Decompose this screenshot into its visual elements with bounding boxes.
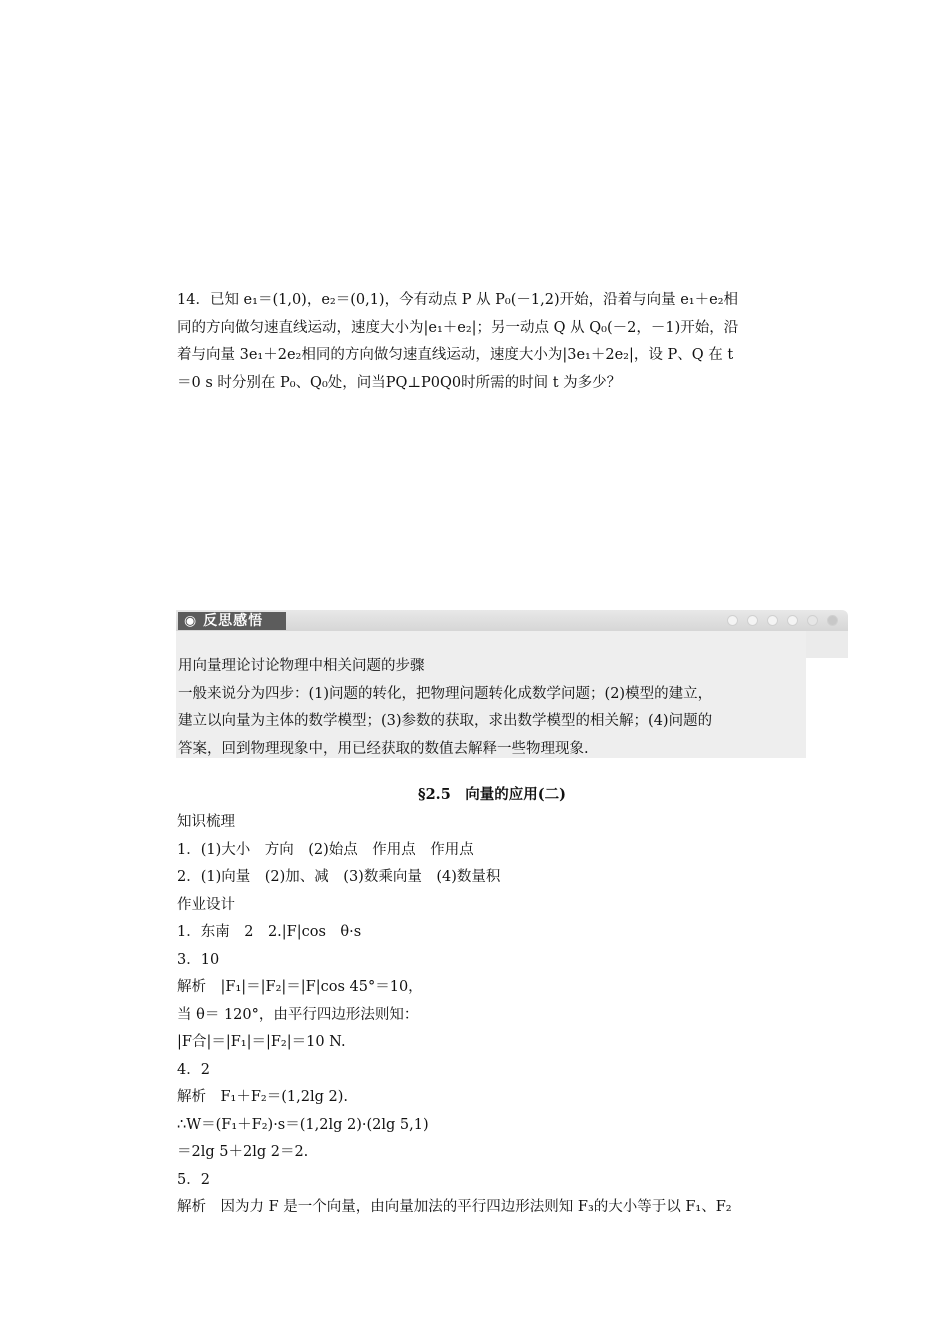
reflection-line: 建立以向量为主体的数学模型；(3)参数的获取，求出数学模型的相关解；(4)问题的 (178, 713, 713, 729)
answer-line: 5．2 (177, 1171, 210, 1188)
dot-icon (807, 615, 818, 626)
problem-14-line: 同的方向做匀速直线运动，速度大小为|e₁＋e₂|；另一动点 Q 从 Q₀(－2，－1)开始，沿 (177, 319, 739, 336)
answer-line: 解析 因为力 F 是一个向量，由向量加法的平行四边形法则知 F₃的大小等于以 F₁、F₂ (177, 1199, 732, 1215)
answer-line: 1．东南 2 2.|F|cos θ·s (177, 924, 362, 940)
answer-line: 当 θ＝ 120°，由平行四边形法则知： (177, 1006, 419, 1023)
answer-line: 解析 |F₁|＝|F₂|＝|F|cos 45°＝10， (177, 979, 423, 995)
problem-14-line: 着与向量 3e₁＋2e₂相同的方向做匀速直线运动，速度大小为|3e₁＋2e₂|，设 P、Q 在 t (177, 347, 734, 363)
reflection-box (176, 631, 806, 758)
banner-strip (176, 610, 848, 631)
answers-section (177, 809, 807, 1222)
answer-line: 4．2 (177, 1061, 210, 1078)
dot-icon (767, 615, 778, 626)
answer-line: 知识梳理 (177, 814, 235, 830)
banner-side-panel (806, 631, 848, 658)
dot-icon (827, 615, 838, 626)
answer-line: 3．10 (177, 951, 220, 968)
answer-line: ∴W＝(F₁＋F₂)·s＝(1,2lg 2)·(2lg 5,1) (177, 1116, 429, 1133)
answer-line: 2．(1)向量 (2)加、减 (3)数乘向量 (4)数量积 (177, 869, 501, 885)
reflection-line: 答案，回到物理现象中，用已经获取的数值去解释一些物理现象. (178, 740, 589, 757)
answer-line: 作业设计 (177, 896, 235, 913)
problem-14-line: 14．已知 e₁＝(1,0)，e₂＝(0,1)，今有动点 P 从 P₀(－1,2)开始，沿着与向量 e₁＋e₂相 (177, 292, 739, 308)
answer-line: 解析 F₁＋F₂＝(1,2lg 2). (177, 1089, 348, 1105)
reflection-text (178, 653, 712, 763)
problem-14 (177, 287, 807, 397)
answer-line: ＝2lg 5＋2lg 2＝2. (177, 1144, 309, 1160)
answer-line: |F合|＝|F₁|＝|F₂|＝10 N. (177, 1034, 346, 1050)
dot-icon (787, 615, 798, 626)
dot-icon (747, 615, 758, 626)
answers-section-title: §2.5 向量的应用(二) (417, 786, 567, 803)
reflection-line: 一般来说分为四步：(1)问题的转化，把物理问题转化成数学问题；(2)模型的建立， (178, 685, 713, 702)
problem-14-line: ＝0 s 时分别在 P₀、Q₀处，问当PQ⊥P0Q0时所需的时间 t 为多少？ (177, 374, 622, 391)
banner-dots (727, 615, 838, 626)
dot-icon (727, 615, 738, 626)
answer-line: 1．(1)大小 方向 (2)始点 作用点 作用点 (177, 841, 474, 858)
banner-title: ◉ 反思感悟 (178, 612, 286, 630)
reflection-line: 用向量理论讨论物理中相关问题的步骤 (178, 658, 425, 674)
